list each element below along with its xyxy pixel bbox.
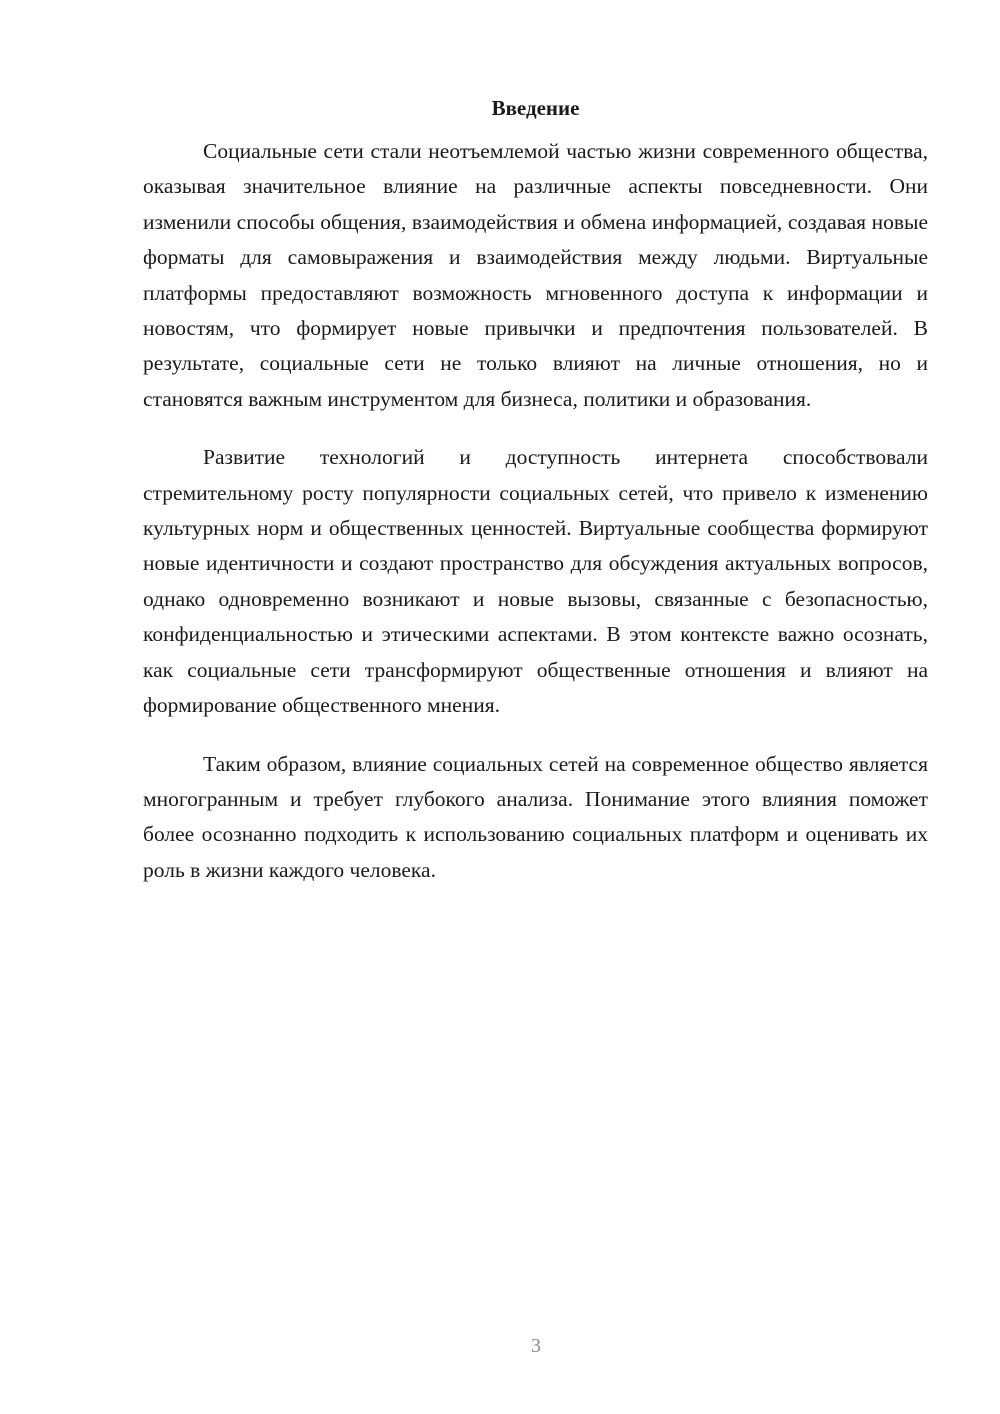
paragraph-3: Таким образом, влияние социальных сетей на современное общество является многогранным и требует глубокого анализа. Понимание этого влияния поможет более осознанно подходить к использованию социальных платформ и оценивать их роль в жизни каждого человека. [143,751,928,882]
page-content [143,92,928,911]
paragraph-1: Социальные сети стали неотъемлемой частью жизни современного общества, оказывая значительное влияние на различные аспекты повседневности. Они изменили способы общения, взаимодействия и обмена информацией, создавая новые форматы для самовыражения и взаимодействия между людьми. Виртуальные платформы предоставляют возможность мгновенного доступа к информации и новостям, что формирует новые привычки и предпочтения пользователей. В результате, социальные сети не только влияют на личные отношения, но и становятся важным инструментом для бизнеса, политики и образования. [143,139,928,411]
page-title: Введение [491,96,580,120]
paragraph-2: Развитие технологий и доступность интернета способствовали стремительному росту популярности социальных сетей, что привело к изменению культурных норм и общественных ценностей. Виртуальные сообщества формируют новые идентичности и создают пространство для обсуждения актуальных вопросов, однако одновременно возникают и новые вызовы, связанные с безопасностью, конфиденциальностью и этическими аспектами. В этом контексте важно осознать, как социальные сети трансформируют общественные отношения и влияют на формирование общественного мнения. [143,445,928,718]
page-number: 3 [531,1335,541,1357]
